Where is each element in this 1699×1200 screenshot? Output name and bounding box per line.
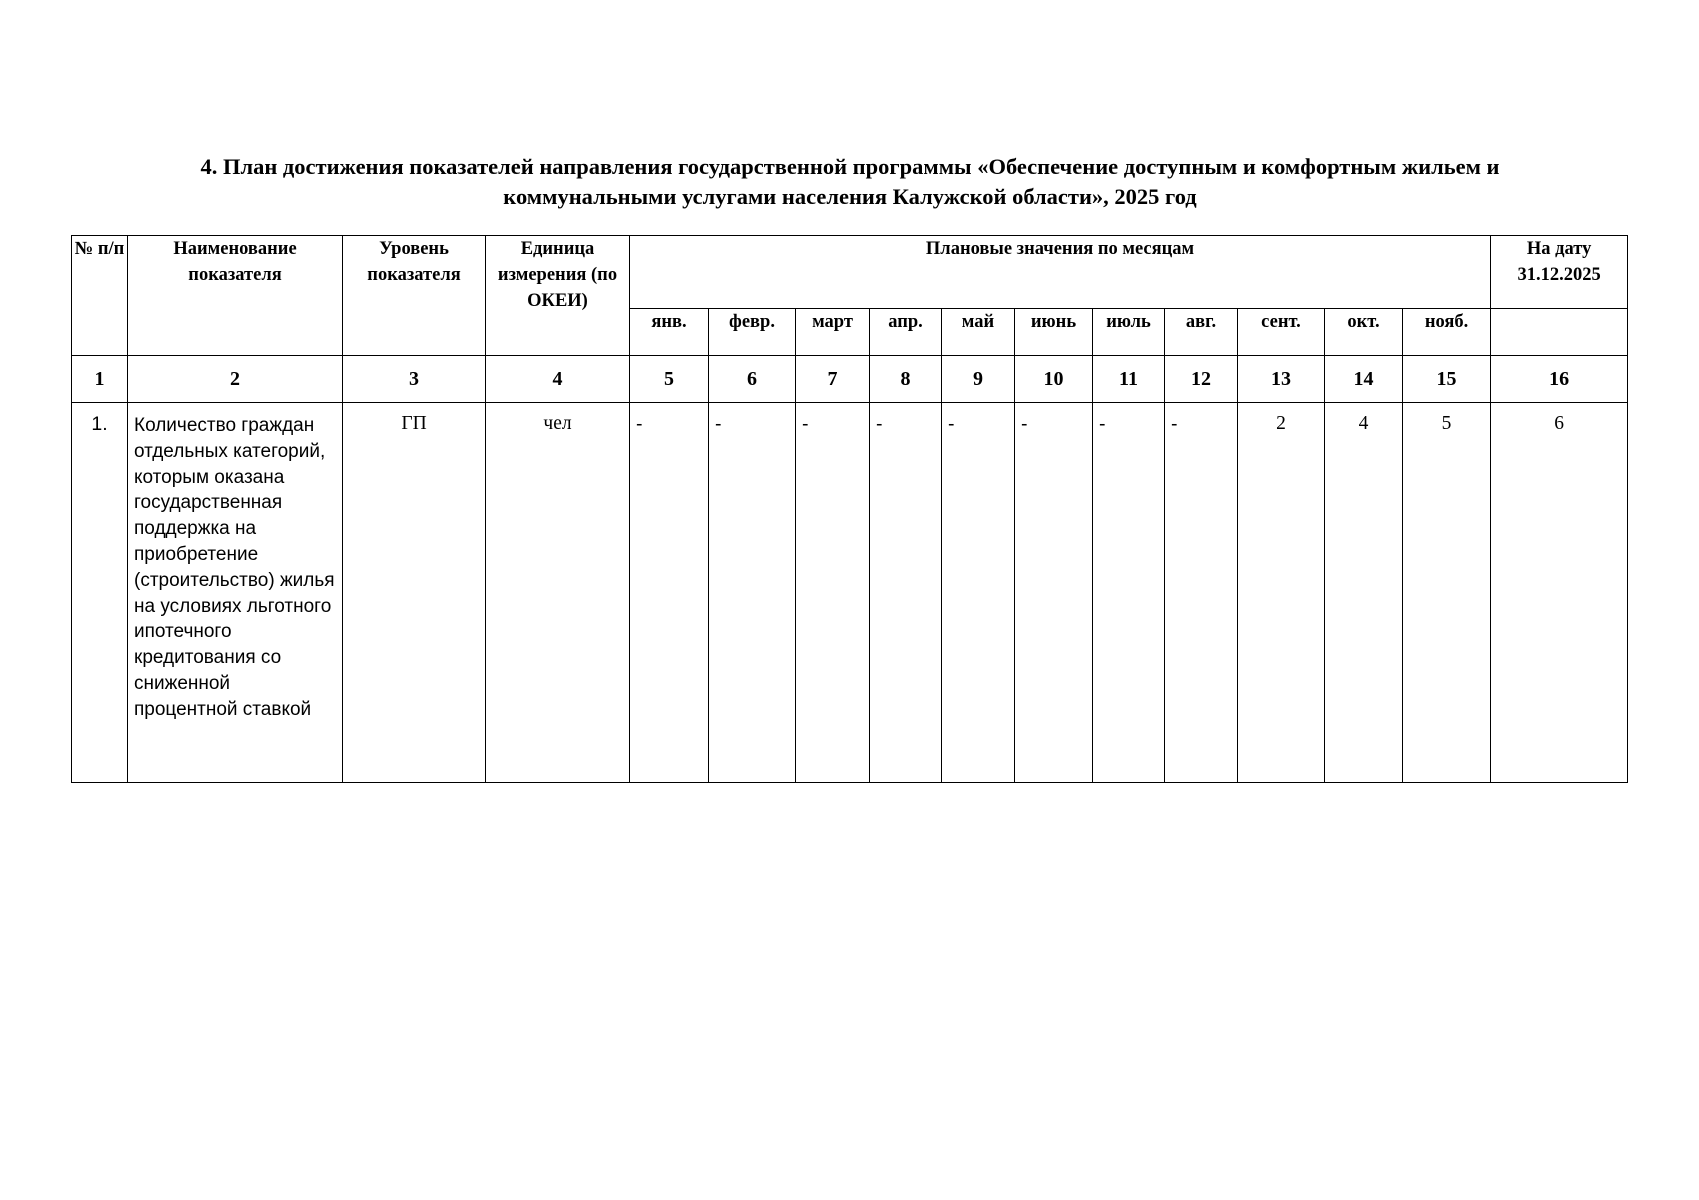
month-header: май (942, 309, 1015, 356)
month-header: февр. (709, 309, 796, 356)
column-number: 13 (1238, 356, 1325, 403)
month-value: - (1015, 403, 1093, 783)
month-header: янв. (630, 309, 709, 356)
column-number: 6 (709, 356, 796, 403)
month-value: 5 (1403, 403, 1491, 783)
month-value: - (1093, 403, 1165, 783)
month-header: апр. (870, 309, 942, 356)
indicator-unit: чел (486, 403, 630, 783)
page-title (60, 152, 1640, 212)
month-value: - (1165, 403, 1238, 783)
column-number: 11 (1093, 356, 1165, 403)
column-number: 3 (343, 356, 486, 403)
month-value: 4 (1325, 403, 1403, 783)
column-number: 12 (1165, 356, 1238, 403)
column-number: 4 (486, 356, 630, 403)
header-monthly-values: Плановые значения по месяцам (630, 236, 1491, 309)
header-name: Наименование показателя (128, 236, 343, 356)
month-header: авг. (1165, 309, 1238, 356)
title-line-2: коммунальными услугами населения Калужской области», 2025 год (503, 184, 1197, 209)
indicators-plan-table (71, 235, 1628, 783)
month-value: - (630, 403, 709, 783)
column-number: 2 (128, 356, 343, 403)
month-header-empty (1491, 309, 1628, 356)
month-value: - (709, 403, 796, 783)
column-number: 14 (1325, 356, 1403, 403)
header-date: На дату 31.12.2025 (1491, 236, 1628, 309)
column-number: 9 (942, 356, 1015, 403)
column-numbers-row (72, 356, 1628, 403)
column-number: 16 (1491, 356, 1628, 403)
month-value: 2 (1238, 403, 1325, 783)
month-value: - (870, 403, 942, 783)
month-header: июль (1093, 309, 1165, 356)
row-number: 1. (72, 403, 128, 783)
header-row (72, 236, 1628, 309)
column-number: 10 (1015, 356, 1093, 403)
column-number: 7 (796, 356, 870, 403)
month-header: нояб. (1403, 309, 1491, 356)
column-number: 1 (72, 356, 128, 403)
year-end-value: 6 (1491, 403, 1628, 783)
month-header: окт. (1325, 309, 1403, 356)
month-header: март (796, 309, 870, 356)
column-number: 5 (630, 356, 709, 403)
table-row (72, 403, 1628, 783)
month-header: июнь (1015, 309, 1093, 356)
header-num: № п/п (72, 236, 128, 356)
header-unit: Единица измерения (по ОКЕИ) (486, 236, 630, 356)
title-line-1: 4. План достижения показателей направления государственной программы «Обеспечение доступным и комфортным жильем и (200, 154, 1500, 179)
indicator-level: ГП (343, 403, 486, 783)
header-level: Уровень показателя (343, 236, 486, 356)
month-value: - (796, 403, 870, 783)
column-number: 15 (1403, 356, 1491, 403)
indicator-name: Количество граждан отдельных категорий, которым оказана государственная поддержка на приобретение (строительство) жилья на условиях льготного ипотечного кредитования со сниженной процентной ставкой (128, 403, 343, 783)
month-value: - (942, 403, 1015, 783)
column-number: 8 (870, 356, 942, 403)
month-header: сент. (1238, 309, 1325, 356)
